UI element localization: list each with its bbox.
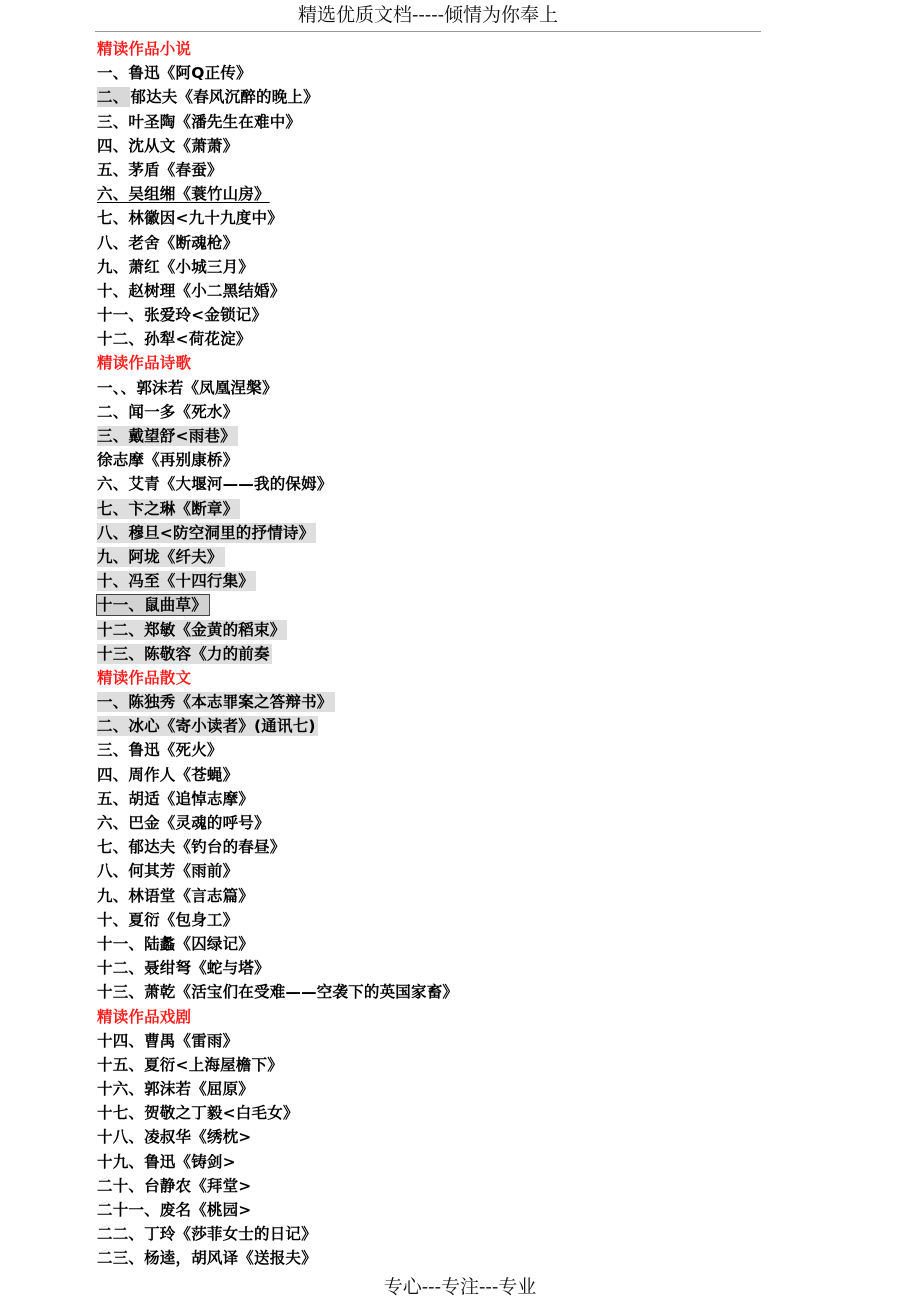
list-item <box>97 835 797 859</box>
list-item-text: 三、戴望舒<雨巷》 <box>97 427 236 445</box>
list-item <box>97 206 797 230</box>
list-item-text: 二、闻一多《死水》 <box>97 402 239 421</box>
list-item <box>97 908 797 932</box>
list-item <box>97 279 797 303</box>
list-item-text: 十八、凌叔华《绣枕> <box>97 1128 252 1147</box>
list-item <box>97 85 797 109</box>
list-item <box>97 424 797 448</box>
list-item-text: 四、沈从文《萧萧》 <box>97 136 239 155</box>
list-item <box>97 980 797 1004</box>
section-heading <box>97 1005 797 1029</box>
list-item <box>97 448 797 472</box>
list-item <box>97 690 797 714</box>
list-item <box>97 618 797 642</box>
list-item-text: 十、夏衍《包身工》 <box>97 910 239 929</box>
list-item <box>97 134 797 158</box>
reading-list <box>97 37 797 1271</box>
list-item-text: 二十一、废名《桃园> <box>97 1201 252 1219</box>
list-item <box>97 255 797 279</box>
list-item <box>97 1029 797 1053</box>
list-item <box>97 884 797 908</box>
list-item <box>97 593 797 617</box>
list-item-text: 三、鲁迅《死火》 <box>97 741 223 760</box>
list-item-text: 十二、孙犁<荷花淀》 <box>97 330 252 349</box>
section-heading <box>97 351 797 375</box>
list-item-text: 十二、聂绀弩《蛇与塔》 <box>97 959 270 978</box>
list-item-text: 徐志摩《再别康桥》 <box>97 451 239 470</box>
list-item-text: 五、茅盾《春蚕》 <box>97 160 223 179</box>
section-heading-text: 精读作品诗歌 <box>97 354 192 373</box>
list-item-text: 二三、杨逵，胡风译《送报夫》 <box>97 1249 317 1268</box>
list-item <box>97 569 797 593</box>
list-item-text: 八、老舍《断魂枪》 <box>97 233 239 252</box>
list-item-text: 九、阿垅《纤夫》 <box>97 547 223 566</box>
list-item <box>97 231 797 255</box>
list-item-text: 九、萧红《小城三月》 <box>97 257 255 276</box>
list-item <box>97 545 797 569</box>
list-item <box>97 642 797 666</box>
page-header: 精选优质文档-----倾情为你奉上 <box>95 0 761 32</box>
list-item-text: 十四、曹禺《雷雨》 <box>97 1031 239 1050</box>
list-item <box>97 497 797 521</box>
list-item-text: 十、冯至《十四行集》 <box>97 572 255 591</box>
list-item-text: 十二、郑敏《金黄的稻束》 <box>97 620 286 639</box>
list-item <box>97 811 797 835</box>
section-heading <box>97 37 797 61</box>
list-item-text: 八、何其芳《雨前》 <box>97 862 239 881</box>
list-item <box>97 472 797 496</box>
list-item <box>97 787 797 811</box>
list-item-text: 五、胡适《追悼志摩》 <box>97 789 255 808</box>
list-item <box>97 400 797 424</box>
list-item <box>97 303 797 327</box>
section-heading <box>97 666 797 690</box>
list-item-text: 二二、丁玲《莎菲女士的日记》 <box>97 1225 317 1244</box>
list-item-text: 三、叶圣陶《潘先生在难中》 <box>97 112 302 131</box>
list-item-text: 七、林徽因<九十九度中》 <box>97 209 283 228</box>
list-item <box>97 1198 797 1222</box>
section-heading-text: 精读作品小说 <box>97 40 192 58</box>
list-item <box>97 521 797 545</box>
list-item-text: 十五、夏衍<上海屋檐下》 <box>97 1055 283 1074</box>
list-item-text: 一、鲁迅《阿Q正传》 <box>97 64 252 83</box>
list-item <box>97 182 797 206</box>
list-item <box>97 1246 797 1270</box>
list-item-text: 六、巴金《灵魂的呼号》 <box>97 814 270 832</box>
list-item <box>97 859 797 883</box>
list-item-text: 四、周作人《苍蝇》 <box>97 765 239 784</box>
list-item <box>97 61 797 85</box>
list-item-text: 一、陈独秀《本志罪案之答辩书》 <box>97 693 333 712</box>
list-item-text: 九、林语堂《言志篇》 <box>97 886 255 905</box>
list-item-text: 七、郁达夫《钓台的春昼》 <box>97 838 286 857</box>
list-item-text: 十三、萧乾《活宝们在受难——空袭下的英国家畜》 <box>97 983 459 1002</box>
list-item <box>97 110 797 134</box>
list-item <box>97 327 797 351</box>
list-item-text: 十一、张爱玲<金锁记》 <box>97 306 268 325</box>
list-item-text: 十七、贺敬之丁毅<白毛女》 <box>97 1104 299 1123</box>
list-item-text: 十六、郭沫若《屈原》 <box>97 1080 255 1099</box>
list-item <box>97 1053 797 1077</box>
list-item-text: 六、吴组缃《蓑竹山房》 <box>97 185 270 204</box>
section-heading-text: 精读作品散文 <box>97 668 192 687</box>
list-item <box>97 1150 797 1174</box>
list-item <box>97 1101 797 1125</box>
page-footer: 专心---专注---专业 <box>383 1276 537 1298</box>
list-item <box>97 763 797 787</box>
list-item <box>97 1125 797 1149</box>
list-item-text: 二、冰心《寄小读者》(通讯七) <box>97 717 316 736</box>
list-item <box>97 1077 797 1101</box>
list-item-text: 十一、陆蠡《囚绿记》 <box>97 934 255 953</box>
list-item-text: 十一、鼠曲草》 <box>97 596 207 615</box>
list-item <box>97 1174 797 1198</box>
list-item <box>97 956 797 980</box>
list-item <box>97 376 797 400</box>
list-item <box>97 932 797 956</box>
list-item-text: 八、穆旦<防空洞里的抒情诗》 <box>97 523 315 542</box>
list-item-text: 十、赵树理《小二黑结婚》 <box>97 281 286 300</box>
list-item-text: 二、 郁达夫《春风沉醉的晚上》 <box>97 88 319 107</box>
list-item <box>97 1222 797 1246</box>
list-item-text: 一、、郭沫若《凤凰涅槃》 <box>97 378 278 397</box>
list-item <box>97 738 797 762</box>
list-item-text: 七、卞之琳《断章》 <box>97 499 239 518</box>
list-item-text: 二十、台静农《拜堂> <box>97 1176 252 1195</box>
list-item-text: 十三、陈敬容《力的前奏 <box>97 644 270 663</box>
list-item <box>97 714 797 738</box>
list-item-text: 十九、鲁迅《铸剑> <box>97 1152 236 1171</box>
highlighted-prefix: 二、 <box>97 88 129 107</box>
section-heading-text: 精读作品戏剧 <box>97 1007 192 1026</box>
list-item-text: 六、艾青《大堰河——我的保姆》 <box>97 475 333 494</box>
list-item <box>97 158 797 182</box>
